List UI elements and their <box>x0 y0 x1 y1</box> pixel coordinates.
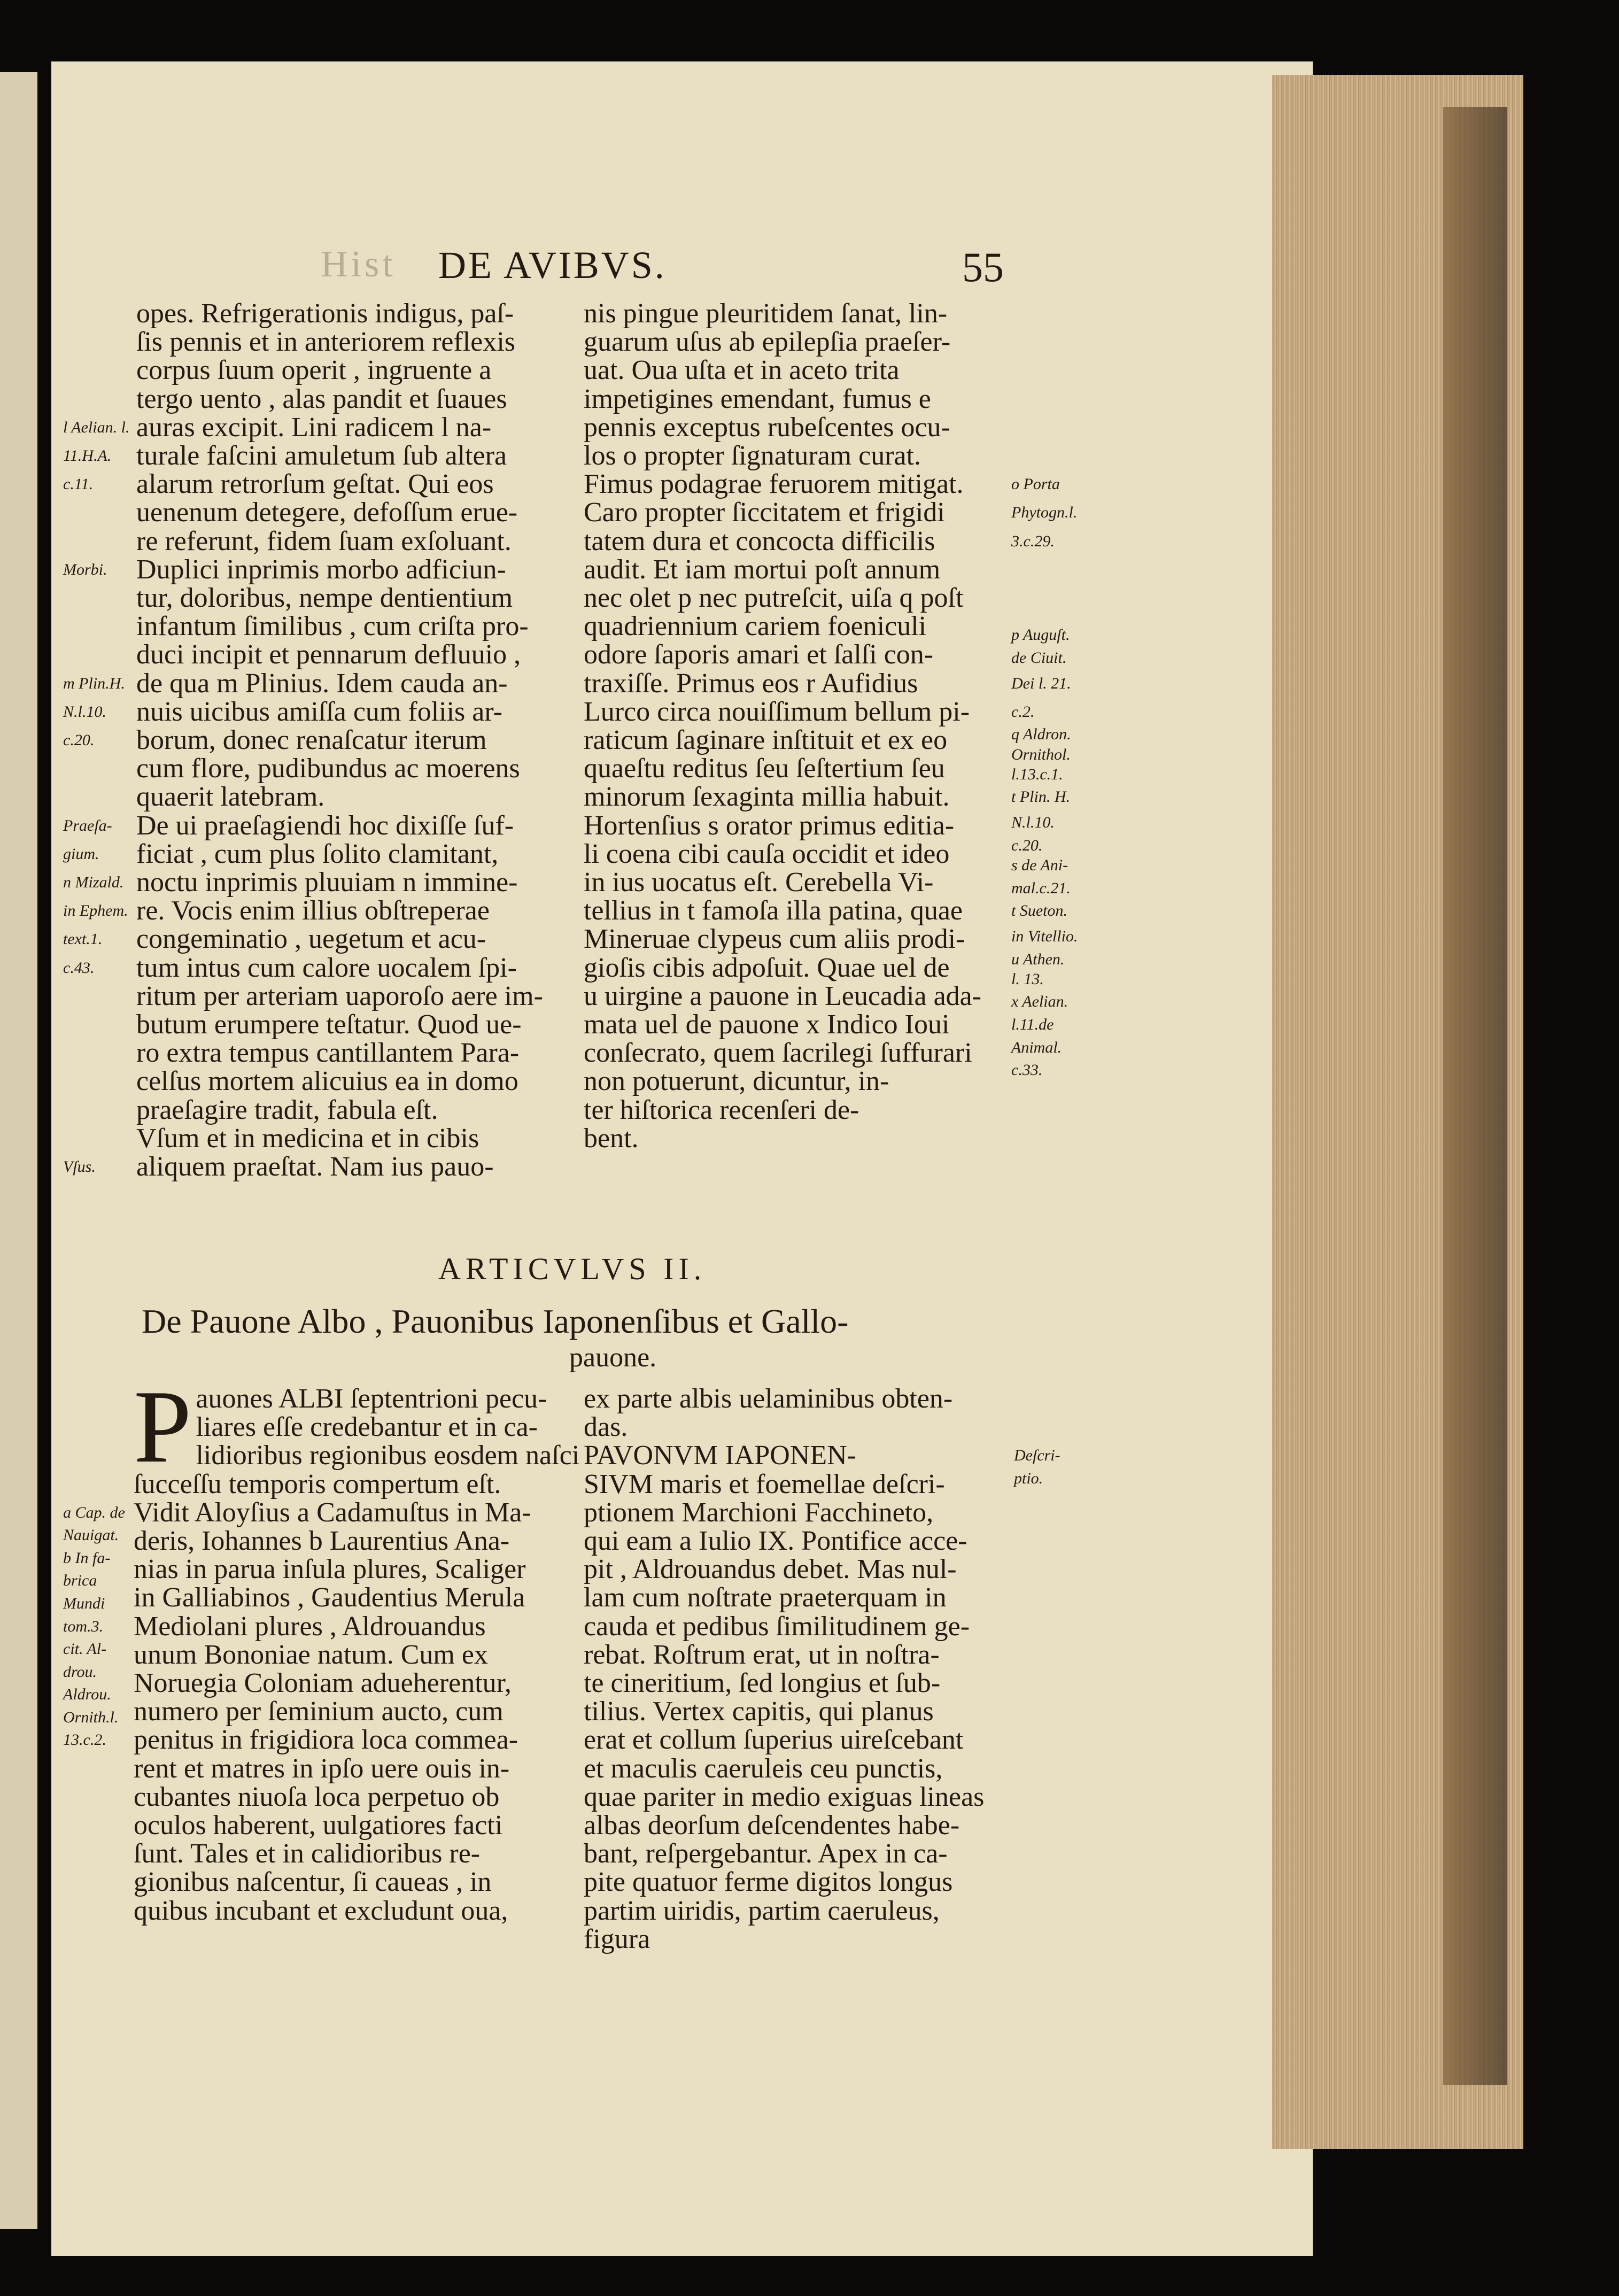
margin-note: tom.3. <box>63 1617 103 1635</box>
text-line: gioſis cibis adpoſuit. Quae uel de <box>584 952 950 983</box>
text-line: duci incipit et pennarum defluuio , <box>136 639 521 670</box>
text-line: cum flore, pudibundus ac moerens <box>136 753 520 784</box>
text-line: tatem dura et concocta difficilis <box>584 525 935 556</box>
text-line: tum intus cum calore uocalem ſpi- <box>136 952 517 983</box>
text-line: rebat. Roſtrum erat, ut in noſtra- <box>584 1639 940 1670</box>
text-line: raticum ſaginare inſtituit et ex eo <box>584 725 948 756</box>
text-line: Mediolani plures , Aldrouandus <box>134 1611 486 1642</box>
margin-note: t Plin. H. <box>1011 788 1070 806</box>
margin-note: c.2. <box>1011 702 1035 721</box>
text-line: Duplici inprimis morbo adficiun- <box>136 554 506 585</box>
text-line: nec olet p nec putreſcit, uiſa q poſt <box>584 583 964 614</box>
text-line: tur, doloribus, nempe dentientium <box>136 583 513 614</box>
text-line: ſunt. Tales et in calidioribus re- <box>134 1838 481 1869</box>
text-line: non potuerunt, dicuntur, in- <box>584 1066 889 1097</box>
text-line: tergo uento , alas pandit et ſuaues <box>136 383 507 414</box>
text-line: ritum per arteriam uaporoſo aere im- <box>136 980 543 1011</box>
margin-note: x Aelian. <box>1011 993 1068 1011</box>
section-title-continued: pauone. <box>569 1342 657 1373</box>
text-line: aliquem praeſtat. Nam ius pauo- <box>136 1151 494 1182</box>
text-line: corpus ſuum operit , ingruente a <box>136 355 492 386</box>
margin-note: c.33. <box>1011 1061 1043 1079</box>
margin-note: Ornith.l. <box>63 1708 119 1726</box>
text-line: das. <box>584 1412 628 1443</box>
margin-note: drou. <box>63 1663 97 1681</box>
margin-note: 11.H.A. <box>63 447 112 465</box>
margin-note: Vſus. <box>63 1158 96 1176</box>
text-line: borum, donec renaſcatur iterum <box>136 725 487 756</box>
margin-note: l.13.c.1. <box>1011 765 1063 783</box>
facing-page-edge <box>0 72 37 2229</box>
margin-note: 3.c.29. <box>1011 532 1055 550</box>
text-line: ptionem Marchioni Facchineto, <box>584 1497 934 1528</box>
text-line: de qua m Plinius. Idem cauda an- <box>136 668 508 699</box>
text-line: liares eſſe credebantur et in ca- <box>196 1412 538 1443</box>
text-line: nuis uicibus amiſſa cum foliis ar- <box>136 696 502 727</box>
text-line: quadriennium cariem foeniculi <box>584 611 927 642</box>
text-line: Hortenſius s orator primus editia- <box>584 810 955 841</box>
text-line: mata uel de pauone x Indico Ioui <box>584 1009 950 1040</box>
text-line: uenenum detegere, defoſſum erue- <box>136 497 518 528</box>
text-line: bant, reſpergebantur. Apex in ca- <box>584 1838 948 1869</box>
margin-note: de Ciuit. <box>1011 648 1067 667</box>
text-line: praeſagire tradit, fabula eſt. <box>136 1094 438 1125</box>
margin-note: t Sueton. <box>1011 902 1067 920</box>
text-line: re referunt, fidem ſuam exſoluant. <box>136 525 512 556</box>
text-line: partim uiridis, partim caeruleus, <box>584 1895 940 1926</box>
margin-note: Morbi. <box>63 560 107 578</box>
text-line: ex parte albis uelaminibus obten- <box>584 1383 953 1414</box>
running-head: DE AVIBVS. <box>438 244 667 287</box>
margin-note: a Cap. de <box>63 1503 125 1521</box>
margin-note: in Ephem. <box>63 902 128 920</box>
binding-shadow <box>1443 107 1507 2085</box>
text-line: congeminatio , uegetum et acu- <box>136 924 486 955</box>
text-line: los o propter ſignaturam curat. <box>584 440 921 471</box>
column-right-bottom <box>584 1385 984 1953</box>
text-line: numero per ſeminium aucto, cum <box>134 1696 503 1727</box>
text-line: auones ALBI ſeptentrioni pecu- <box>196 1383 547 1414</box>
text-line: noctu inprimis pluuiam n immine- <box>136 867 518 898</box>
text-line: nias in parua inſula plures, Scaliger <box>134 1554 526 1585</box>
margin-note: c.11. <box>63 475 94 493</box>
text-line: De ui praeſagiendi hoc dixiſſe ſuf- <box>136 810 514 841</box>
text-line: uat. Oua uſta et in aceto trita <box>584 355 900 386</box>
margin-note: Ornithol. <box>1011 745 1071 763</box>
margin-note: Deſcri- <box>1014 1447 1060 1465</box>
text-line: figura <box>584 1923 650 1954</box>
text-line: quaerit latebram. <box>136 782 325 813</box>
text-line: bent. <box>584 1123 639 1154</box>
margin-note: n Mizald. <box>63 873 124 891</box>
text-line: celſus mortem alicuius ea in domo <box>136 1066 518 1097</box>
text-line: unum Bononiae natum. Cum ex <box>134 1639 488 1670</box>
text-line: pennis exceptus rubeſcentes ocu- <box>584 412 950 443</box>
margin-note: gium. <box>63 845 99 863</box>
margin-note: ptio. <box>1014 1469 1043 1487</box>
text-line: ſucceſſu temporis compertum eſt. <box>134 1468 501 1499</box>
text-line: in ius uocatus eſt. Cerebella Vi- <box>584 867 934 898</box>
text-line: in Galliabinos , Gaudentius Merula <box>134 1582 525 1613</box>
text-line: cauda et pedibus ſimilitudinem ge- <box>584 1611 970 1642</box>
text-line: Vſum et in medicina et in cibis <box>136 1123 479 1154</box>
margin-note: c.20. <box>1011 836 1043 854</box>
text-line: re. Vocis enim illius obſtreperae <box>136 895 490 926</box>
margin-note: l. 13. <box>1011 970 1044 988</box>
text-line: deris, Iohannes b Laurentius Ana- <box>134 1526 510 1557</box>
show-through-text: Hist <box>321 244 396 285</box>
text-line: PAVONVM IAPONEN- <box>584 1440 856 1471</box>
text-line: Vidit Aloyſius a Cadamuſtus in Ma- <box>134 1497 531 1528</box>
text-line: conſecrato, quem ſacrilegi ſuffurari <box>584 1038 972 1069</box>
text-line: pite quatuor ferme digitos longus <box>584 1867 953 1898</box>
text-line: tellius in t famoſa illa patina, quae <box>584 895 963 926</box>
text-line: ter hiſtorica recenſeri de- <box>584 1094 859 1125</box>
page-number: 55 <box>962 244 1004 290</box>
margin-note: c.20. <box>63 731 95 749</box>
margin-note: l Aelian. l. <box>63 418 130 436</box>
text-line: odore ſaporis amari et ſalſi con- <box>584 639 934 670</box>
margin-note: Nauigat. <box>63 1526 119 1544</box>
text-line: traxiſſe. Primus eos r Aufidius <box>584 668 918 699</box>
margin-note: p Auguſt. <box>1011 626 1070 644</box>
margin-note: q Aldron. <box>1011 725 1071 744</box>
margin-note: m Plin.H. <box>63 674 125 692</box>
text-line: butum erumpere teſtatur. Quod ue- <box>136 1009 522 1040</box>
text-line: ſis pennis et in anteriorem reflexis <box>136 327 516 358</box>
margin-note: N.l.10. <box>1011 814 1055 832</box>
text-line: quaeſtu reditus ſeu ſeſtertium ſeu <box>584 753 945 784</box>
text-line: minorum ſexaginta millia habuit. <box>584 782 950 813</box>
text-line: ro extra tempus cantillantem Para- <box>136 1038 520 1069</box>
text-line: lam cum noſtrate praeterquam in <box>584 1582 947 1613</box>
text-line: rent et matres in ipſo uere ouis in- <box>134 1753 510 1784</box>
text-line: pit , Aldrouandus debet. Mas nul- <box>584 1554 957 1585</box>
margin-note: s de Ani- <box>1011 856 1068 875</box>
margin-note: Aldrou. <box>63 1686 111 1704</box>
text-line: Lurco circa nouiſſimum bellum pi- <box>584 696 970 727</box>
margin-note: N.l.10. <box>63 702 106 721</box>
margin-note: Praeſa- <box>63 816 112 834</box>
text-line: Fimus podagrae feruorem mitigat. <box>584 469 964 500</box>
margin-note: 13.c.2. <box>63 1731 106 1749</box>
article-heading: ARTICVLVS II. <box>438 1251 707 1286</box>
text-line: audit. Et iam mortui poſt annum <box>584 554 941 585</box>
text-line: SIVM maris et foemellae deſcri- <box>584 1468 945 1499</box>
margin-note: in Vitellio. <box>1011 927 1078 946</box>
column-left-bottom <box>134 1369 583 1926</box>
drop-cap: P <box>134 1369 192 1485</box>
text-line: te cineritium, ſed longius et ſub- <box>584 1668 941 1699</box>
column-left-top <box>136 299 543 1181</box>
margin-note: brica <box>63 1572 97 1590</box>
text-line: li coena cibi cauſa occidit et ideo <box>584 838 950 869</box>
text-line: opes. Refrigerationis indigus, paſ- <box>136 298 514 329</box>
text-line: turale faſcini amuletum ſub altera <box>136 440 507 471</box>
text-line: Mineruae clypeus cum aliis prodi- <box>584 924 965 955</box>
column-right-top <box>584 299 981 1153</box>
text-line: ficiat , cum plus ſolito clamitant, <box>136 838 499 869</box>
text-line: nis pingue pleuritidem ſanat, lin- <box>584 298 948 329</box>
text-line: albas deorſum deſcendentes habe- <box>584 1810 960 1841</box>
text-line: alarum retrorſum geſtat. Qui eos <box>136 469 494 500</box>
margin-note: b In fa- <box>63 1549 111 1567</box>
text-line: tilius. Vertex capitis, qui planus <box>584 1696 934 1727</box>
margin-note: mal.c.21. <box>1011 879 1071 897</box>
text-line: quae pariter in medio exiguas lineas <box>584 1781 985 1812</box>
text-line: impetigines emendant, fumus e <box>584 383 931 414</box>
margin-note: c.43. <box>63 958 95 977</box>
text-line: cubantes niuoſa loca perpetuo ob <box>134 1781 500 1812</box>
text-line: quibus incubant et excludunt oua, <box>134 1895 508 1926</box>
margin-note: Mundi <box>63 1595 105 1613</box>
margin-note: Animal. <box>1011 1038 1062 1056</box>
text-line: auras excipit. Lini radicem l na- <box>136 412 492 443</box>
margin-note: Dei l. 21. <box>1011 674 1071 692</box>
section-title: De Pauone Albo , Pauonibus Iaponenſibus et Gallo- <box>142 1302 849 1340</box>
margin-note: Phytogn.l. <box>1011 504 1078 522</box>
text-line: gionibus naſcentur, ſi caueas , in <box>134 1867 492 1898</box>
margin-note: l.11.de <box>1011 1016 1054 1033</box>
margin-note: cit. Al- <box>63 1640 107 1658</box>
text-line: infantum ſimilibus , cum criſta pro- <box>136 611 529 642</box>
text-line: Noruegia Coloniam adueherentur, <box>134 1668 512 1699</box>
margin-note: u Athen. <box>1011 950 1065 968</box>
paragraph-lines <box>134 1470 583 1925</box>
text-line: guarum uſus ab epilepſia praeſer- <box>584 327 951 358</box>
text-line: et maculis caeruleis ceu punctis, <box>584 1753 943 1784</box>
text-line: Caro propter ſiccitatem et frigidi <box>584 497 945 528</box>
text-line: oculos haberent, uulgatiores facti <box>134 1810 503 1841</box>
text-line: u uirgine a pauone in Leucadia ada- <box>584 980 982 1011</box>
margin-note: text.1. <box>63 930 103 948</box>
text-line: erat et collum ſuperius uireſcebant <box>584 1725 964 1756</box>
text-line: penitus in frigidiora loca commea- <box>134 1725 518 1756</box>
margin-note: o Porta <box>1011 475 1060 493</box>
text-line: qui eam a Iulio IX. Pontifice acce- <box>584 1526 967 1557</box>
text-line: lidioribus regionibus eosdem naſci <box>196 1440 580 1471</box>
